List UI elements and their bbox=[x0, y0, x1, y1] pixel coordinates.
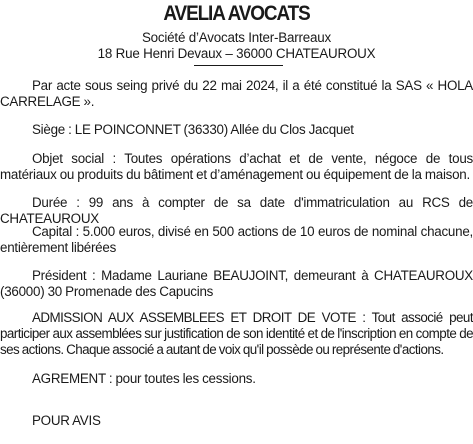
objet-paragraph: Objet social : Toutes opérations d’achat et de vente, négoce de tous matériaux ou produits du bâtiment et d’aménagement ou équipement de la maison. bbox=[0, 151, 473, 182]
admission-paragraph: ADMISSION AUX ASSEMBLEES ET DROIT DE VOTE : Tout associé peut participer aux assemblées sur justification de son identité et de l'inscription en compte de ses actions. Chaque associé a autant de voix qu'il possède ou représente d'actions. bbox=[0, 310, 473, 357]
firm-address: 18 Rue Henri Devaux – 36000 CHATEAUROUX bbox=[97, 46, 376, 61]
closing-line: POUR AVIS bbox=[32, 413, 101, 428]
siege-paragraph: Siège : LE POINCONNET (36330) Allée du Clos Jacquet bbox=[32, 122, 354, 137]
agrement-paragraph: AGREMENT : pour toutes les cessions. bbox=[32, 371, 256, 386]
header-divider bbox=[194, 65, 283, 66]
firm-description: Société d’Avocats Inter-Barreaux bbox=[141, 30, 332, 45]
president-paragraph: Président : Madame Lauriane BEAUJOINT, demeurant à CHATEAUROUX (36000) 30 Promenade des Capucins bbox=[0, 268, 473, 299]
intro-paragraph: Par acte sous seing privé du 22 mai 2024, il a été constitué la SAS « HOLA CARRELAGE ». bbox=[0, 78, 473, 109]
duree-paragraph: Durée : 99 ans à compter de sa date d'immatriculation au RCS de CHATEAUROUX bbox=[0, 195, 473, 226]
capital-paragraph: Capital : 5.000 euros, divisé en 500 actions de 10 euros de nominal chacune, entièrement libérées bbox=[0, 224, 473, 255]
firm-title: AVELIA AVOCATS bbox=[163, 2, 310, 25]
